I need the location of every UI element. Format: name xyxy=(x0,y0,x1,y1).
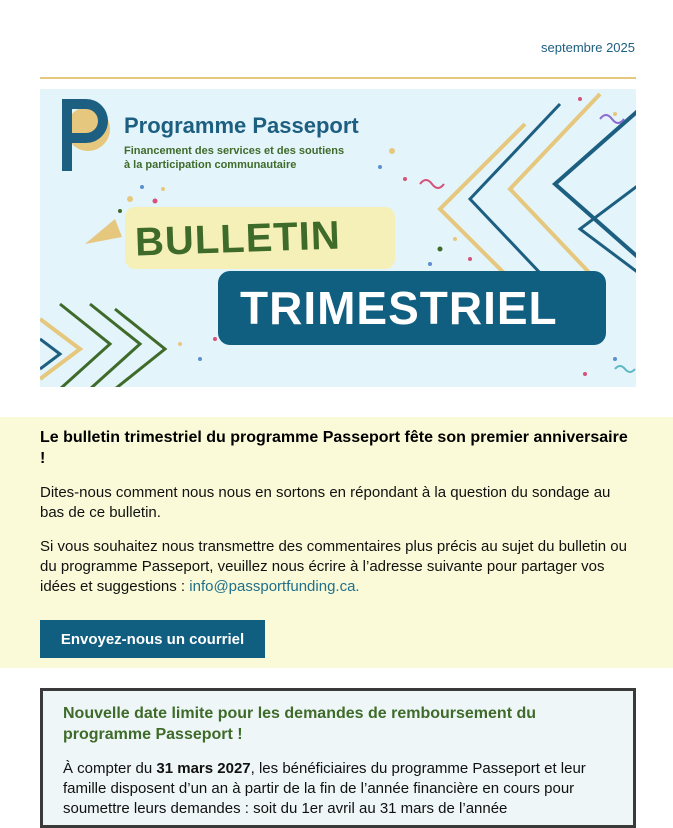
right-chevrons xyxy=(440,94,636,294)
feedback-text: Si vous souhaitez nous transmettre des commentaires plus précis au sujet du bulletin ou du programme Passeport, veuillez nous écrire à l’adresse suivante pour partager vos idées et suggestions : xyxy=(40,538,627,595)
brand-tagline-1: Financement des services et des soutiens xyxy=(124,145,345,157)
intro-paragraph-feedback xyxy=(40,537,630,597)
party-horn-icon xyxy=(85,219,122,244)
brand-name: Programme Passeport xyxy=(124,113,359,138)
email-us-button[interactable]: Envoyez-nous un courriel xyxy=(40,620,265,658)
notice-body-rest: , les bénéficiaires du programme Passeport et leur famille disposent d’un an à partir de la fin de l’année financière en cours pour soumettre leurs demandes : soit du 1er avril au 31 mars de l’année xyxy=(63,760,586,817)
banner-word-trimestriel: TRIMESTRIEL xyxy=(240,282,558,334)
intro-paragraph-survey: Dites-nous comment nous nous en sortons en répondant à la question du sondage au bas de ce bulletin. xyxy=(40,484,611,521)
notice-deadline-date: 31 mars 2027 xyxy=(156,760,251,777)
banner-word-bulletin: BULLETIN xyxy=(134,213,342,265)
header-divider xyxy=(40,77,636,79)
newsletter-date: septembre 2025 xyxy=(541,40,635,55)
left-chevrons xyxy=(40,304,165,387)
email-link[interactable]: info@passportfunding.ca. xyxy=(189,578,360,595)
deadline-notice-box xyxy=(40,688,636,828)
notice-body xyxy=(63,759,613,819)
brand-tagline-2: à la participation communautaire xyxy=(124,159,297,171)
passeport-logo-icon xyxy=(62,99,110,171)
notice-body-prefix: À compter du xyxy=(63,760,157,777)
newsletter-banner xyxy=(40,89,636,387)
intro-heading: Le bulletin trimestriel du programme Passeport fête son premier anniversaire ! xyxy=(40,429,628,467)
intro-section xyxy=(0,417,673,668)
notice-heading: Nouvelle date limite pour les demandes de remboursement du programme Passeport ! xyxy=(63,705,537,743)
